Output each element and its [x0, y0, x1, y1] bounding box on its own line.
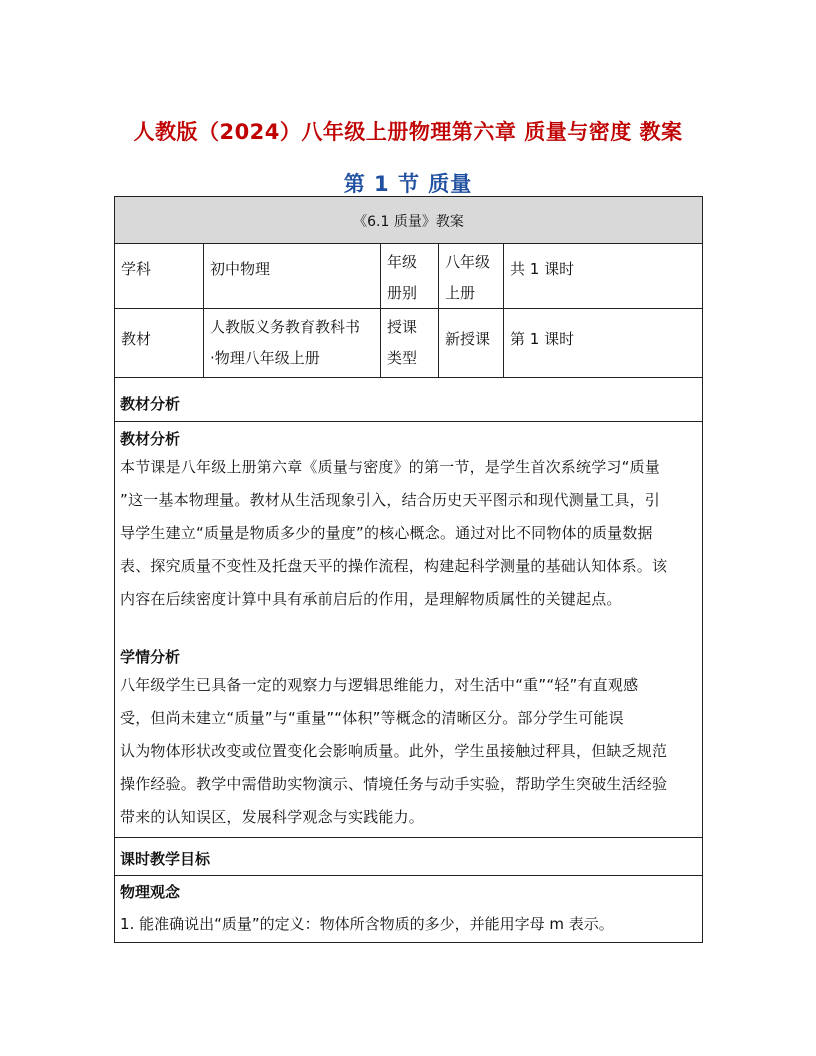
lesson-type-label — [381, 312, 438, 374]
session-number: 第 1 课时 — [510, 330, 575, 348]
grade-value — [439, 247, 503, 309]
document-title: 人教版（2024）八年级上册物理第六章 质量与密度 教案 — [133, 120, 683, 144]
divider — [115, 377, 702, 378]
section-title: 第 1 节 质量 — [343, 172, 473, 196]
learner-paragraph — [120, 669, 698, 834]
subject-label: 学科 — [121, 260, 152, 278]
textbook-value — [204, 312, 380, 374]
subject-value: 初中物理 — [210, 260, 271, 278]
divider — [115, 421, 702, 422]
analysis-heading: 教材分析 — [120, 395, 181, 413]
lesson-plan-table — [114, 196, 703, 943]
learner-line: 操作经验。教学中需借助实物演示、情境任务与动手实验，帮助学生突破生活经验 — [120, 775, 668, 793]
lesson-type-label-line-1: 授课 — [387, 318, 418, 336]
learner-line: 受，但尚未建立“质量”与“重量”“体积”等概念的清晰区分。部分学生可能误 — [120, 709, 624, 727]
grade-value-line-1: 八年级 — [445, 253, 491, 271]
table-header: 《6.1 质量》教案 — [115, 197, 702, 244]
learner-line: 带来的认知误区，发展科学观念与实践能力。 — [120, 808, 425, 826]
learner-subheading: 学情分析 — [120, 648, 181, 666]
analysis-line: 表、探究质量不变性及托盘天平的操作流程，构建起科学测量的基础认知体系。该 — [120, 557, 668, 575]
grade-label-line-1: 年级 — [387, 253, 418, 271]
analysis-line: 本节课是八年级上册第六章《质量与密度》的第一节，是学生首次系统学习“质量 — [120, 458, 660, 476]
textbook-value-line-1: 人教版义务教育教科书 — [210, 318, 361, 336]
grade-label-line-2: 册别 — [387, 284, 418, 302]
analysis-line: 内容在后续密度计算中具有承前启后的作用，是理解物质属性的关键起点。 — [120, 590, 622, 608]
grade-value-line-2: 上册 — [445, 284, 476, 302]
analysis-line: 导学生建立“质量是物质多少的量度”的核心概念。通过对比不同物体的质量数据 — [120, 524, 653, 542]
analysis-paragraph — [120, 451, 698, 616]
learner-line: 认为物体形状改变或位置变化会影响质量。此外，学生虽接触过秤具，但缺乏规范 — [120, 742, 668, 760]
analysis-subheading: 教材分析 — [120, 430, 181, 448]
analysis-line: ”这一基本物理量。教材从生活现象引入，结合历史天平图示和现代测量工具，引 — [120, 491, 660, 509]
divider — [115, 837, 702, 838]
textbook-value-line-2: ·物理八年级上册 — [210, 349, 320, 367]
textbook-label: 教材 — [121, 330, 152, 348]
learner-line: 八年级学生已具备一定的观察力与逻辑思维能力，对生活中“重”“轻”有直观感 — [120, 676, 639, 694]
class-hours: 共 1 课时 — [510, 260, 575, 278]
lesson-type-label-line-2: 类型 — [387, 349, 418, 367]
grade-label — [381, 247, 438, 309]
objectives-heading: 课时教学目标 — [120, 850, 211, 868]
objective-item: 1. 能准确说出“质量”的定义：物体所含物质的多少，并能用字母 m 表示。 — [120, 915, 614, 933]
concept-subheading: 物理观念 — [120, 883, 181, 901]
divider — [115, 875, 702, 876]
lesson-type-value: 新授课 — [445, 330, 491, 348]
